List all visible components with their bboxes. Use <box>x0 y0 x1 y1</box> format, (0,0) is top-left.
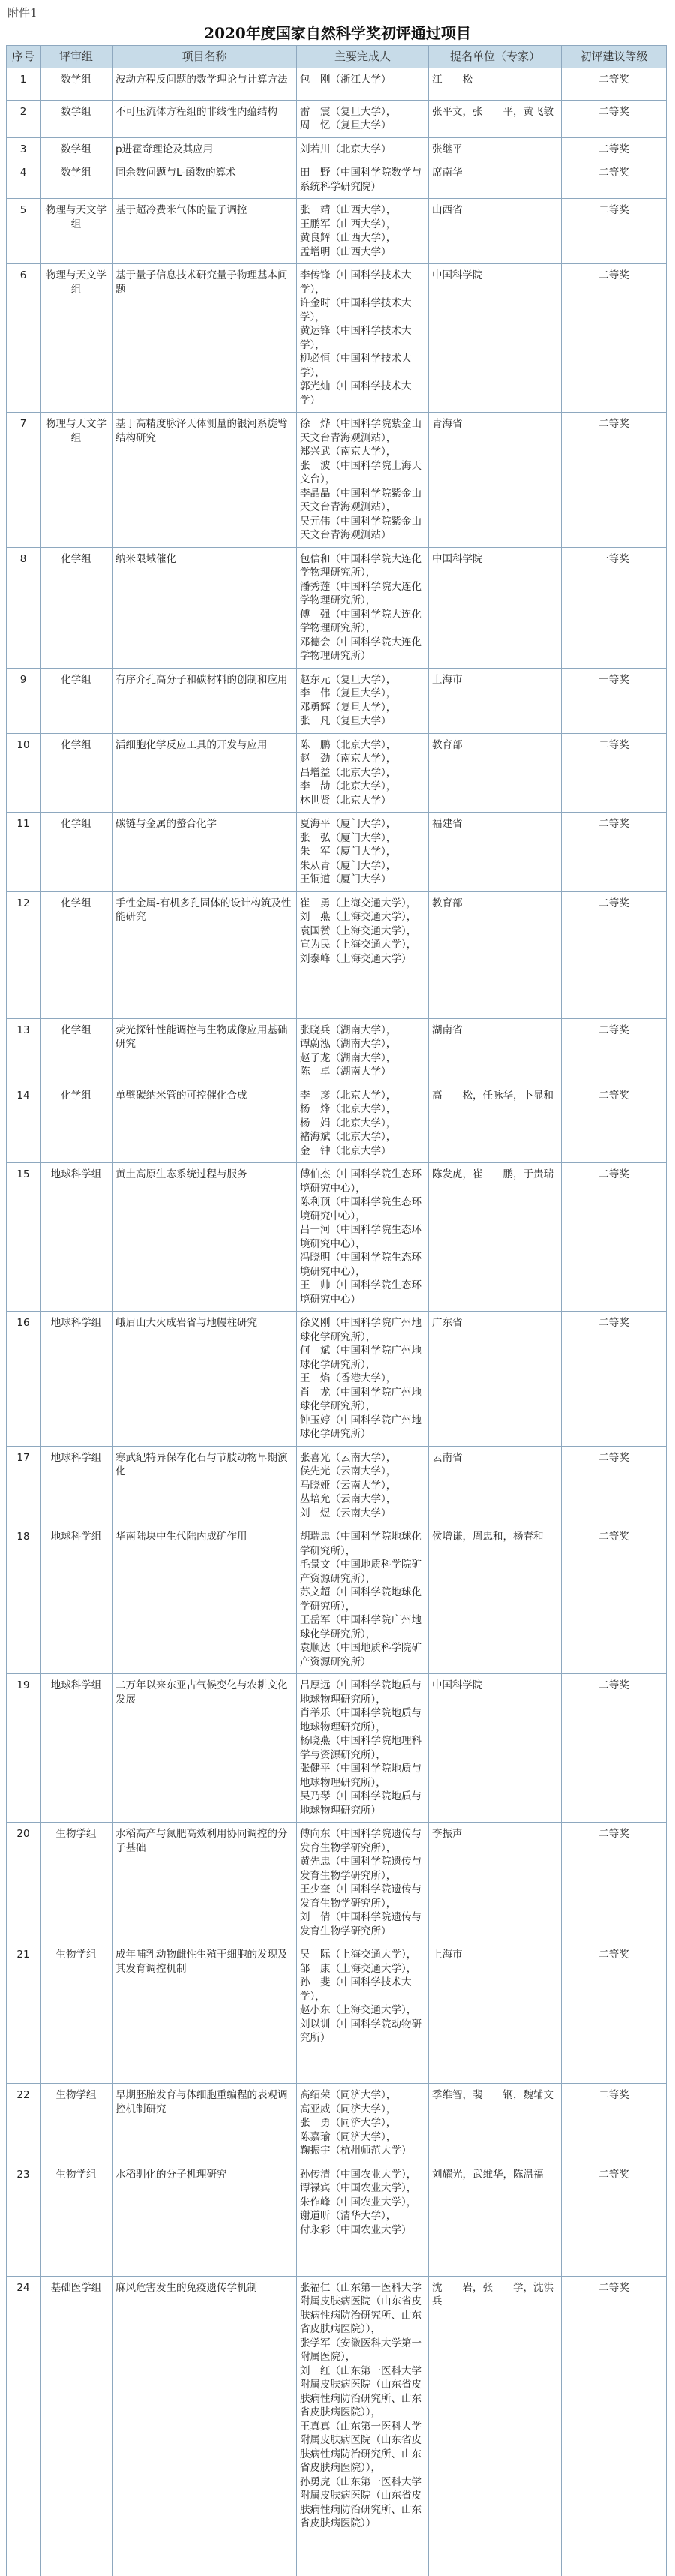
contributor: 谭蔚泓（湖南大学）， <box>300 1038 397 1050</box>
contributor: 赵小东（上海交通大学）， <box>300 2004 417 2016</box>
nominator: 季维智，裴 钢，魏辅文 <box>429 2084 562 2163</box>
nominator: 中国科学院 <box>429 1674 562 1823</box>
contributor: 崔 勇（上海交通大学）， <box>300 897 417 909</box>
contributor: 吕一河（中国科学院生态环境研究中心）， <box>300 1224 422 1250</box>
contributor: 邹 康（上海交通大学）， <box>300 1962 417 1975</box>
review-group: 地球科学组 <box>40 1525 112 1674</box>
award-grade: 二等奖 <box>562 137 667 161</box>
award-grade: 二等奖 <box>562 1446 667 1525</box>
row-number: 13 <box>7 1018 40 1084</box>
nominator: 席南华 <box>429 161 562 199</box>
main-contributors <box>297 68 429 100</box>
nominator: 中国科学院 <box>429 264 562 413</box>
table-body <box>7 68 667 2576</box>
row-number: 7 <box>7 413 40 548</box>
award-grade: 二等奖 <box>562 161 667 199</box>
contributor: 张健平（中国科学院地质与地球物理研究所）， <box>300 1763 422 1789</box>
contributor: 包 刚（浙江大学） <box>300 73 392 86</box>
contributor: 刘 煜（云南大学） <box>300 1507 392 1519</box>
contributor: 毛景文（中国地质科学院矿产资源研究所）， <box>300 1559 422 1585</box>
contributor: 黄良辉（山西大学）， <box>300 232 397 244</box>
row-number: 15 <box>7 1163 40 1312</box>
contributor: 田 野（中国科学院数学与系统科学研究院） <box>300 167 422 193</box>
contributor: 赵子龙（湖南大学）， <box>300 1051 397 1064</box>
contributor: 林世贤（北京大学） <box>300 794 392 807</box>
contributor: 付永彩（中国农业大学） <box>300 2223 412 2236</box>
contributor: 许金时（中国科学技术大学）， <box>300 297 412 323</box>
row-number: 14 <box>7 1084 40 1163</box>
award-grade: 二等奖 <box>562 1163 667 1312</box>
main-contributors <box>297 1084 429 1163</box>
project-name: 寒武纪特异保存化石与节肢动物早期演化 <box>112 1446 297 1525</box>
award-grade: 二等奖 <box>562 2163 667 2276</box>
contributor: 刘 倩（中国科学院遗传与发育生物学研究所） <box>300 1911 422 1937</box>
review-group: 地球科学组 <box>40 1312 112 1447</box>
nominator: 陈发虎，崔 鹏，于贵瑞 <box>429 1163 562 1312</box>
table-row <box>7 264 667 413</box>
contributor: 吴乃琴（中国科学院地质与地球物理研究所） <box>300 1790 422 1817</box>
contributor: 李传锋（中国科学技术大学）， <box>300 269 412 296</box>
project-name: 同余数问题与L-函数的算术 <box>112 161 297 199</box>
award-grade: 二等奖 <box>562 891 667 1018</box>
row-number: 12 <box>7 891 40 1018</box>
contributor: 黄先忠（中国科学院遗传与发育生物学研究所）， <box>300 1856 422 1882</box>
contributor: 谢道昕（清华大学）， <box>300 2210 397 2222</box>
table-row <box>7 1312 667 1447</box>
contributor: 徐 烨（中国科学院紫金山天文台青海观测站）， <box>300 418 422 444</box>
contributor: 傅伯杰（中国科学院生态环境研究中心）， <box>300 1168 422 1195</box>
contributor: 李晶晶（中国科学院紫金山天文台青海观测站）， <box>300 487 422 513</box>
nominator: 中国科学院 <box>429 547 562 668</box>
table-row <box>7 1018 667 1084</box>
award-grade: 二等奖 <box>562 1312 667 1447</box>
contributor: 刘若川（北京大学） <box>300 143 392 155</box>
contributor: 袁顺达（中国地质科学院矿产资源研究所） <box>300 1642 422 1668</box>
table-row <box>7 813 667 892</box>
contributor: 谭禄宾（中国农业大学）， <box>300 2182 417 2194</box>
contributor: 邓德会（中国科学院大连化学物理研究所） <box>300 636 422 662</box>
award-grade: 二等奖 <box>562 100 667 137</box>
attachment-label: 附件1 <box>8 6 38 20</box>
review-group: 基础医学组 <box>40 2276 112 2576</box>
nominator: 李振声 <box>429 1823 562 1943</box>
review-group: 生物学组 <box>40 2163 112 2276</box>
main-contributors <box>297 1674 429 1823</box>
contributor: 陈 鹏（北京大学）， <box>300 738 397 751</box>
main-contributors <box>297 1943 429 2084</box>
nominator: 沈 岩，张 学，沈洪兵 <box>429 2276 562 2576</box>
award-grade: 二等奖 <box>562 199 667 264</box>
contributor: 袁国赞（上海交通大学）， <box>300 924 417 937</box>
contributor: 陈嘉瑜（同济大学）， <box>300 2130 397 2143</box>
contributor: 朱从青（厦门大学）， <box>300 859 397 872</box>
contributor: 王真真（山东第一医科大学附属皮肤病医院（山东省皮肤病性病防治研究所、山东省皮肤病医院））， <box>300 2420 422 2474</box>
project-name: 基于量子信息技术研究量子物理基本问题 <box>112 264 297 413</box>
contributor: 高绍荣（同济大学）， <box>300 2089 397 2101</box>
table-row <box>7 1084 667 1163</box>
contributor: 李 劼（北京大学）， <box>300 780 397 792</box>
row-number: 6 <box>7 264 40 413</box>
table-row <box>7 1823 667 1943</box>
row-number: 8 <box>7 547 40 668</box>
row-number: 2 <box>7 100 40 137</box>
nominator: 刘耀光，武维华，陈温福 <box>429 2163 562 2276</box>
table-row <box>7 1674 667 1823</box>
award-grade: 二等奖 <box>562 1525 667 1674</box>
row-number: 23 <box>7 2163 40 2276</box>
contributor: 孙勇虎（山东第一医科大学附属皮肤病医院（山东省皮肤病性病防治研究所、山东省皮肤病医院）） <box>300 2475 422 2529</box>
main-contributors <box>297 100 429 137</box>
contributor: 傅向东（中国科学院遗传与发育生物学研究所）， <box>300 1828 422 1854</box>
contributor: 朱作峰（中国农业大学）， <box>300 2196 417 2208</box>
contributor: 陈利顶（中国科学院生态环境研究中心）， <box>300 1196 422 1222</box>
review-group: 物理与天文学组 <box>40 264 112 413</box>
contributor: 杨晓燕（中国科学院地理科学与资源研究所）， <box>300 1735 422 1761</box>
row-number: 11 <box>7 813 40 892</box>
header-persons: 主要完成人 <box>297 46 429 68</box>
award-grade: 二等奖 <box>562 68 667 100</box>
header-project: 项目名称 <box>112 46 297 68</box>
contributor: 马晓娅（云南大学）， <box>300 1479 397 1492</box>
nominator: 高 松，任咏华，卜显和 <box>429 1084 562 1163</box>
contributor: 孙 斐（中国科学技术大学）， <box>300 1976 412 2003</box>
review-group: 生物学组 <box>40 2084 112 2163</box>
contributor: 夏海平（厦门大学）， <box>300 818 397 830</box>
review-group: 化学组 <box>40 668 112 733</box>
contributor: 苏文超（中国科学院地球化学研究所）， <box>300 1586 422 1613</box>
review-group: 地球科学组 <box>40 1674 112 1823</box>
row-number: 5 <box>7 199 40 264</box>
nominator: 张继平 <box>429 137 562 161</box>
contributor: 丛培允（云南大学）， <box>300 1493 397 1505</box>
awards-table <box>6 45 667 2576</box>
project-name: 早期胚胎发育与体细胞重编程的表观调控机制研究 <box>112 2084 297 2163</box>
award-grade: 二等奖 <box>562 1823 667 1943</box>
review-group: 数学组 <box>40 68 112 100</box>
project-name: 荧光探针性能调控与生物成像应用基础研究 <box>112 1018 297 1084</box>
contributor: 张 勇（同济大学）， <box>300 2117 397 2129</box>
contributor: 刘以训（中国科学院动物研究所） <box>300 2018 422 2044</box>
contributor: 王少奎（中国科学院遗传与发育生物学研究所）， <box>300 1883 422 1910</box>
contributor: 昌增益（北京大学）， <box>300 766 397 779</box>
row-number: 19 <box>7 1674 40 1823</box>
review-group: 化学组 <box>40 733 112 813</box>
table-row <box>7 891 667 1018</box>
nominator: 青海省 <box>429 413 562 548</box>
contributor: 陈 卓（湖南大学） <box>300 1066 392 1078</box>
review-group: 数学组 <box>40 161 112 199</box>
row-number: 3 <box>7 137 40 161</box>
row-number: 4 <box>7 161 40 199</box>
table-row <box>7 1943 667 2084</box>
award-grade: 二等奖 <box>562 1674 667 1823</box>
contributor: 邓勇辉（复旦大学）， <box>300 701 397 714</box>
project-name: 成年哺乳动物雌性生殖干细胞的发现及其发育调控机制 <box>112 1943 297 2084</box>
contributor: 刘泰峰（上海交通大学） <box>300 952 412 965</box>
nominator: 教育部 <box>429 733 562 813</box>
nominator: 湖南省 <box>429 1018 562 1084</box>
contributor: 钟玉婷（中国科学院广州地球化学研究所） <box>300 1414 422 1440</box>
project-name: 黄土高原生态系统过程与服务 <box>112 1163 297 1312</box>
contributor: 刘 红（山东第一医科大学附属皮肤病医院（山东省皮肤病性病防治研究所、山东省皮肤病医院））， <box>300 2364 422 2418</box>
award-grade: 一等奖 <box>562 668 667 733</box>
row-number: 21 <box>7 1943 40 2084</box>
contributor: 赵东元（复旦大学）， <box>300 673 397 686</box>
project-name: 水稻高产与氮肥高效利用协同调控的分子基础 <box>112 1823 297 1943</box>
row-number: 17 <box>7 1446 40 1525</box>
main-contributors <box>297 2084 429 2163</box>
contributor: 李 彦（北京大学）， <box>300 1089 397 1102</box>
contributor: 吴 际（上海交通大学）， <box>300 1949 417 1961</box>
contributor: 王 焰（香港大学）， <box>300 1372 397 1384</box>
award-grade: 二等奖 <box>562 413 667 548</box>
contributor: 李 伟（复旦大学）， <box>300 687 397 699</box>
contributor: 徐义刚（中国科学院广州地球化学研究所）， <box>300 1317 422 1343</box>
contributor: 黄运锋（中国科学技术大学）， <box>300 325 412 351</box>
review-group: 地球科学组 <box>40 1163 112 1312</box>
table-row <box>7 733 667 813</box>
project-name: 麻风危害发生的免疫遗传学机制 <box>112 2276 297 2576</box>
review-group: 物理与天文学组 <box>40 413 112 548</box>
main-contributors <box>297 813 429 892</box>
contributor: 包信和（中国科学院大连化学物理研究所）， <box>300 552 422 579</box>
contributor: 褚海斌（北京大学）， <box>300 1131 397 1143</box>
row-number: 24 <box>7 2276 40 2576</box>
contributor: 柳必恒（中国科学技术大学）， <box>300 353 412 379</box>
table-row <box>7 68 667 100</box>
table-row <box>7 137 667 161</box>
award-grade: 二等奖 <box>562 2276 667 2576</box>
contributor: 郑兴武（南京大学）， <box>300 446 397 458</box>
award-grade: 二等奖 <box>562 1943 667 2084</box>
contributor: 张 弘（厦门大学）， <box>300 831 397 844</box>
review-group: 化学组 <box>40 1018 112 1084</box>
table-row <box>7 1446 667 1525</box>
main-contributors <box>297 2276 429 2576</box>
contributor: 鞠振宇（杭州师范大学） <box>300 2145 412 2157</box>
contributor: 雷 震（复旦大学）， <box>300 105 397 118</box>
project-name: 水稻驯化的分子机理研究 <box>112 2163 297 2276</box>
contributor: 宣为民（上海交通大学）， <box>300 939 417 951</box>
table-row <box>7 2276 667 2576</box>
table-row <box>7 413 667 548</box>
review-group: 生物学组 <box>40 1823 112 1943</box>
table-row <box>7 668 667 733</box>
main-contributors <box>297 2163 429 2276</box>
contributor: 肖举乐（中国科学院地质与地球物理研究所）， <box>300 1707 422 1733</box>
nominator: 侯增谦，周忠和，杨春和 <box>429 1525 562 1674</box>
project-name: 单壁碳纳米管的可控催化合成 <box>112 1084 297 1163</box>
project-name: 有序介孔高分子和碳材料的创制和应用 <box>112 668 297 733</box>
main-contributors <box>297 413 429 548</box>
contributor: 潘秀莲（中国科学院大连化学物理研究所）， <box>300 580 422 606</box>
project-name: 华南陆块中生代陆内成矿作用 <box>112 1525 297 1674</box>
contributor: 王岳军（中国科学院广州地球化学研究所）， <box>300 1614 422 1640</box>
project-name: 二万年以来东亚古气候变化与农耕文化发展 <box>112 1674 297 1823</box>
contributor: 郭光灿（中国科学技术大学） <box>300 380 412 407</box>
row-number: 20 <box>7 1823 40 1943</box>
document-title: 2020年度国家自然科学奖初评通过项目 <box>204 24 471 42</box>
main-contributors <box>297 1446 429 1525</box>
header-group: 评审组 <box>40 46 112 68</box>
contributor: 杨 烽（北京大学）， <box>300 1103 397 1115</box>
main-contributors <box>297 1525 429 1674</box>
row-number: 9 <box>7 668 40 733</box>
row-number: 1 <box>7 68 40 100</box>
contributor: 金 钟（北京大学） <box>300 1144 392 1157</box>
contributor: 高亚威（同济大学）， <box>300 2103 397 2115</box>
award-grade: 二等奖 <box>562 2084 667 2163</box>
table-row <box>7 547 667 668</box>
review-group: 化学组 <box>40 891 112 1018</box>
review-group: 数学组 <box>40 137 112 161</box>
main-contributors <box>297 668 429 733</box>
nominator: 张平文，张 平，黄飞敏 <box>429 100 562 137</box>
project-name: 碳链与金属的螯合化学 <box>112 813 297 892</box>
row-number: 18 <box>7 1525 40 1674</box>
review-group: 化学组 <box>40 1084 112 1163</box>
project-name: 活细胞化学反应工具的开发与应用 <box>112 733 297 813</box>
header-no: 序号 <box>7 46 40 68</box>
contributor: 冯晓明（中国科学院生态环境研究中心）， <box>300 1252 422 1278</box>
contributor: 张晓兵（湖南大学）， <box>300 1023 397 1036</box>
contributor: 周 忆（复旦大学） <box>300 119 392 131</box>
nominator: 教育部 <box>429 891 562 1018</box>
main-contributors <box>297 891 429 1018</box>
contributor: 朱 军（厦门大学）， <box>300 846 397 858</box>
review-group: 化学组 <box>40 547 112 668</box>
main-contributors <box>297 1018 429 1084</box>
table-row <box>7 2084 667 2163</box>
contributor: 胡瑞忠（中国科学院地球化学研究所）， <box>300 1531 422 1557</box>
row-number: 16 <box>7 1312 40 1447</box>
contributor: 张 凡（复旦大学） <box>300 715 392 727</box>
review-group: 化学组 <box>40 813 112 892</box>
project-name: p进霍奇理论及其应用 <box>112 137 297 161</box>
review-group: 生物学组 <box>40 1943 112 2084</box>
contributor: 刘 燕（上海交通大学）， <box>300 911 417 923</box>
nominator: 上海市 <box>429 668 562 733</box>
contributor: 王鹏军（山西大学）， <box>300 218 397 230</box>
main-contributors <box>297 199 429 264</box>
contributor: 孟增明（山西大学） <box>300 245 392 258</box>
project-name: 基于超冷费米气体的量子调控 <box>112 199 297 264</box>
header-nominator: 提名单位（专家） <box>429 46 562 68</box>
nominator: 广东省 <box>429 1312 562 1447</box>
main-contributors <box>297 161 429 199</box>
main-contributors <box>297 1163 429 1312</box>
main-contributors <box>297 1312 429 1447</box>
project-name: 波动方程反问题的数学理论与计算方法 <box>112 68 297 100</box>
nominator: 山西省 <box>429 199 562 264</box>
project-name: 峨眉山大火成岩省与地幔柱研究 <box>112 1312 297 1447</box>
contributor: 吴元伟（中国科学院紫金山天文台青海观测站） <box>300 515 422 541</box>
contributor: 张 靖（山西大学）， <box>300 204 397 216</box>
table-row <box>7 100 667 137</box>
award-grade: 二等奖 <box>562 813 667 892</box>
table-row <box>7 161 667 199</box>
table-row <box>7 1163 667 1312</box>
contributor: 傅 强（中国科学院大连化学物理研究所）， <box>300 608 422 634</box>
contributor: 杨 娟（北京大学）， <box>300 1117 397 1129</box>
table-row <box>7 2163 667 2276</box>
award-grade: 二等奖 <box>562 733 667 813</box>
review-group: 地球科学组 <box>40 1446 112 1525</box>
row-number: 10 <box>7 733 40 813</box>
contributor: 吕厚远（中国科学院地质与地球物理研究所）， <box>300 1679 422 1706</box>
contributor: 张喜光（云南大学）， <box>300 1451 397 1464</box>
contributor: 何 斌（中国科学院广州地球化学研究所）， <box>300 1345 422 1371</box>
table-header-row <box>7 46 667 68</box>
main-contributors <box>297 137 429 161</box>
contributor: 张 波（中国科学院上海天文台）， <box>300 459 422 485</box>
project-name: 不可压流体方程组的非线性内蕴结构 <box>112 100 297 137</box>
award-grade: 二等奖 <box>562 264 667 413</box>
contributor: 王铜道（厦门大学） <box>300 873 392 885</box>
contributor: 王 帅（中国科学院生态环境研究中心） <box>300 1279 422 1306</box>
award-grade: 二等奖 <box>562 1084 667 1163</box>
table-row <box>7 199 667 264</box>
main-contributors <box>297 733 429 813</box>
project-name: 纳米限域催化 <box>112 547 297 668</box>
project-name: 手性金属-有机多孔固体的设计构筑及性能研究 <box>112 891 297 1018</box>
header-grade: 初评建议等级 <box>562 46 667 68</box>
award-grade: 二等奖 <box>562 1018 667 1084</box>
contributor: 张学军（安徽医科大学第一附属医院）， <box>300 2337 422 2363</box>
project-name: 基于高精度脉泽天体测量的银河系旋臂结构研究 <box>112 413 297 548</box>
review-group: 物理与天文学组 <box>40 199 112 264</box>
nominator: 福建省 <box>429 813 562 892</box>
contributor: 侯先光（云南大学）， <box>300 1465 397 1477</box>
main-contributors <box>297 1823 429 1943</box>
nominator: 上海市 <box>429 1943 562 2084</box>
main-contributors <box>297 264 429 413</box>
review-group: 数学组 <box>40 100 112 137</box>
contributor: 孙传清（中国农业大学）， <box>300 2168 417 2181</box>
main-contributors <box>297 547 429 668</box>
nominator: 云南省 <box>429 1446 562 1525</box>
nominator: 江 松 <box>429 68 562 100</box>
table-row <box>7 1525 667 1674</box>
contributor: 肖 龙（中国科学院广州地球化学研究所）， <box>300 1386 422 1412</box>
contributor: 赵 劲（南京大学）， <box>300 753 397 765</box>
contributor: 张福仁（山东第一医科大学附属皮肤病医院（山东省皮肤病性病防治研究所、山东省皮肤病医院））， <box>300 2281 422 2335</box>
row-number: 22 <box>7 2084 40 2163</box>
award-grade: 一等奖 <box>562 547 667 668</box>
